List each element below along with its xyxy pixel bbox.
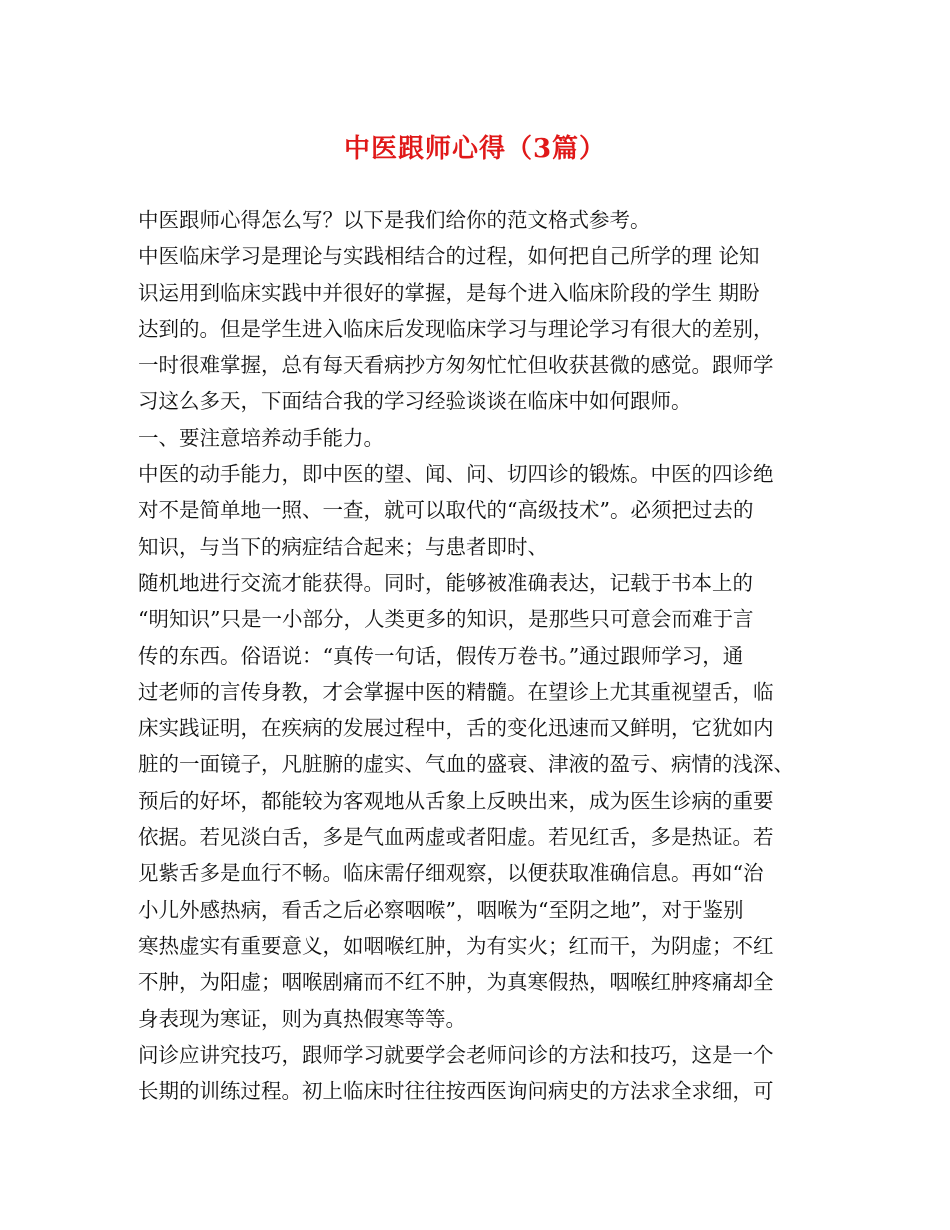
body-line: 中医跟师心得怎么写？以下是我们给你的范文格式参考。 <box>138 208 651 232</box>
body-line: “明知识”只是一小部分，人类更多的知识，是那些只可意会而难于言 <box>138 607 754 632</box>
body-line: 预后的好坏，都能较为客观地从舌象上反映出来，成为医生诊病的重要 <box>138 788 774 813</box>
body-line: 不肿，为阳虚；咽喉剧痛而不红不肿，为真寒假热，咽喉红肿疼痛却全 <box>138 970 774 995</box>
body-line: 身表现为寒证，则为真热假寒等等。 <box>138 1006 466 1031</box>
body-line: 小儿外感热病，看舌之后必察咽喉”，咽喉为“至阴之地”，对于鉴别 <box>138 897 744 922</box>
document-body <box>138 202 828 1109</box>
body-line: 寒热虚实有重要意义，如咽喉红肿，为有实火；红而干，为阴虚；不红 <box>138 933 774 958</box>
body-line: 脏的一面镜子，凡脏腑的虚实、气血的盛衰、津液的盈亏、病情的浅深、 <box>138 752 794 777</box>
body-line: 对不是简单地一照、一查，就可以取代的“高级技术”。必须把过去的 <box>138 498 754 523</box>
body-line: 习这么多天，下面结合我的学习经验谈谈在临床中如何跟师。 <box>138 389 692 414</box>
body-line: 传的东西。俗语说：“真传一句话，假传万卷书。”通过跟师学习，通 <box>138 643 744 668</box>
body-line: 依据。若见淡白舌，多是气血两虚或者阳虚。若见红舌，多是热证。若 <box>138 825 774 850</box>
document-title: 中医跟师心得（3篇） <box>343 134 607 164</box>
body-line: 识运用到临床实践中并很好的掌握，是每个进入临床阶段的学生 期盼 <box>138 280 760 305</box>
body-line: 知识，与当下的病症结合起来；与患者即时、 <box>138 534 548 559</box>
body-line: 见紫舌多是血行不畅。临床需仔细观察，以便获取准确信息。再如“治 <box>138 861 764 886</box>
section-heading: 一、要注意培养动手能力。 <box>138 425 384 450</box>
body-line: 过老师的言传身教，才会掌握中医的精髓。在望诊上尤其重视望舌，临 <box>138 679 774 704</box>
body-line: 问诊应讲究技巧，跟师学习就要学会老师问诊的方法和技巧，这是一个 <box>138 1042 774 1067</box>
body-line: 一时很难掌握，总有每天看病抄方匆匆忙忙但收获甚微的感觉。跟师学 <box>138 353 774 378</box>
body-line: 床实践证明，在疾病的发展过程中，舌的变化迅速而又鲜明，它犹如内 <box>138 716 774 741</box>
body-line: 长期的训练过程。初上临床时往往按西医询问病史的方法求全求细，可 <box>138 1079 774 1104</box>
body-line: 随机地进行交流才能获得。同时，能够被准确表达，记载于书本上的 <box>138 570 753 595</box>
body-line: 中医临床学习是理论与实践相结合的过程，如何把自己所学的理 论知 <box>138 244 760 269</box>
body-line: 中医的动手能力，即中医的望、闻、问、切四诊的锻炼。中医的四诊绝 <box>138 462 774 487</box>
body-line: 达到的。但是学生进入临床后发现临床学习与理论学习有很大的差别， <box>138 316 774 341</box>
